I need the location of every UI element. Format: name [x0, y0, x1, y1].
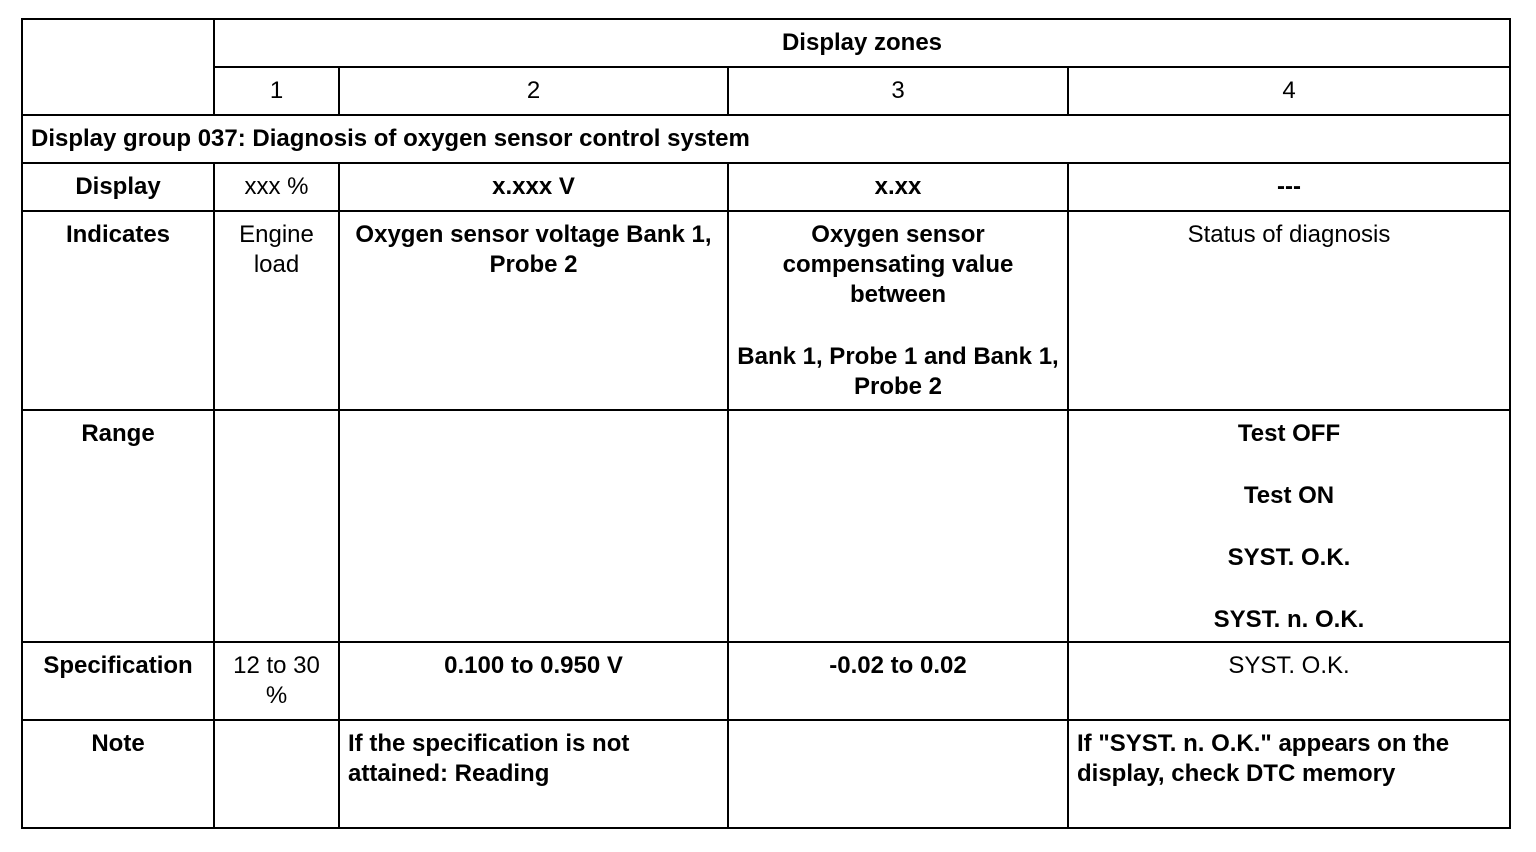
note-zone3-empty [728, 720, 1068, 828]
indicates-row-label: Indicates [22, 211, 214, 410]
range-value-test-on: Test ON [1243, 482, 1335, 509]
specification-zone1-value: 12 to 30 % [214, 642, 339, 720]
zone-number-3: 3 [728, 67, 1068, 115]
note-zone4-text: If "SYST. n. O.K." appears on the display, check DTC memory [1068, 720, 1510, 828]
indicates-zone3-cell [728, 211, 1068, 410]
header-row-zone-numbers [22, 67, 1510, 115]
range-zone1-empty [214, 410, 339, 642]
display-group-title: Display group 037: Diagnosis of oxygen sensor control system [22, 115, 1510, 163]
indicates-zone4-text: Status of diagnosis [1068, 211, 1510, 410]
zone-number-4: 4 [1068, 67, 1510, 115]
specification-row-label: Specification [22, 642, 214, 720]
display-zones-header: Display zones [214, 19, 1510, 67]
range-zone4-cell [1068, 410, 1510, 642]
range-zone2-empty [339, 410, 728, 642]
note-row-label: Note [22, 720, 214, 828]
range-value-syst-ok: SYST. O.K. [1227, 544, 1351, 571]
display-row [22, 163, 1510, 211]
display-zone4-value: --- [1068, 163, 1510, 211]
range-zone3-empty [728, 410, 1068, 642]
header-row-zones [22, 19, 1510, 67]
range-row [22, 410, 1510, 642]
range-value-test-off: Test OFF [1237, 420, 1341, 447]
range-row-label: Range [22, 410, 214, 642]
display-zone3-value: x.xx [728, 163, 1068, 211]
note-row [22, 720, 1510, 828]
range-value-syst-not-ok: SYST. n. O.K. [1213, 606, 1365, 633]
indicates-zone3-text-1: Oxygen sensor compensating value between [782, 221, 1014, 308]
diagnosis-table [21, 18, 1511, 829]
indicates-row [22, 211, 1510, 410]
note-zone1-empty [214, 720, 339, 828]
specification-zone2-value: 0.100 to 0.950 V [339, 642, 728, 720]
indicates-zone2-text: Oxygen sensor voltage Bank 1, Probe 2 [339, 211, 728, 410]
specification-zone4-value: SYST. O.K. [1068, 642, 1510, 720]
zone-number-1: 1 [214, 67, 339, 115]
display-zone2-value: x.xxx V [339, 163, 728, 211]
indicates-zone1-text: Engine load [214, 211, 339, 410]
corner-cell [22, 19, 214, 115]
specification-row [22, 642, 1510, 720]
specification-zone3-value: -0.02 to 0.02 [728, 642, 1068, 720]
display-row-label: Display [22, 163, 214, 211]
indicates-zone3-text-2: Bank 1, Probe 1 and Bank 1, Probe 2 [737, 343, 1059, 400]
zone-number-2: 2 [339, 67, 728, 115]
group-title-row [22, 115, 1510, 163]
display-zone1-value: xxx % [214, 163, 339, 211]
note-zone2-text: If the specification is not attained: Reading [339, 720, 728, 828]
